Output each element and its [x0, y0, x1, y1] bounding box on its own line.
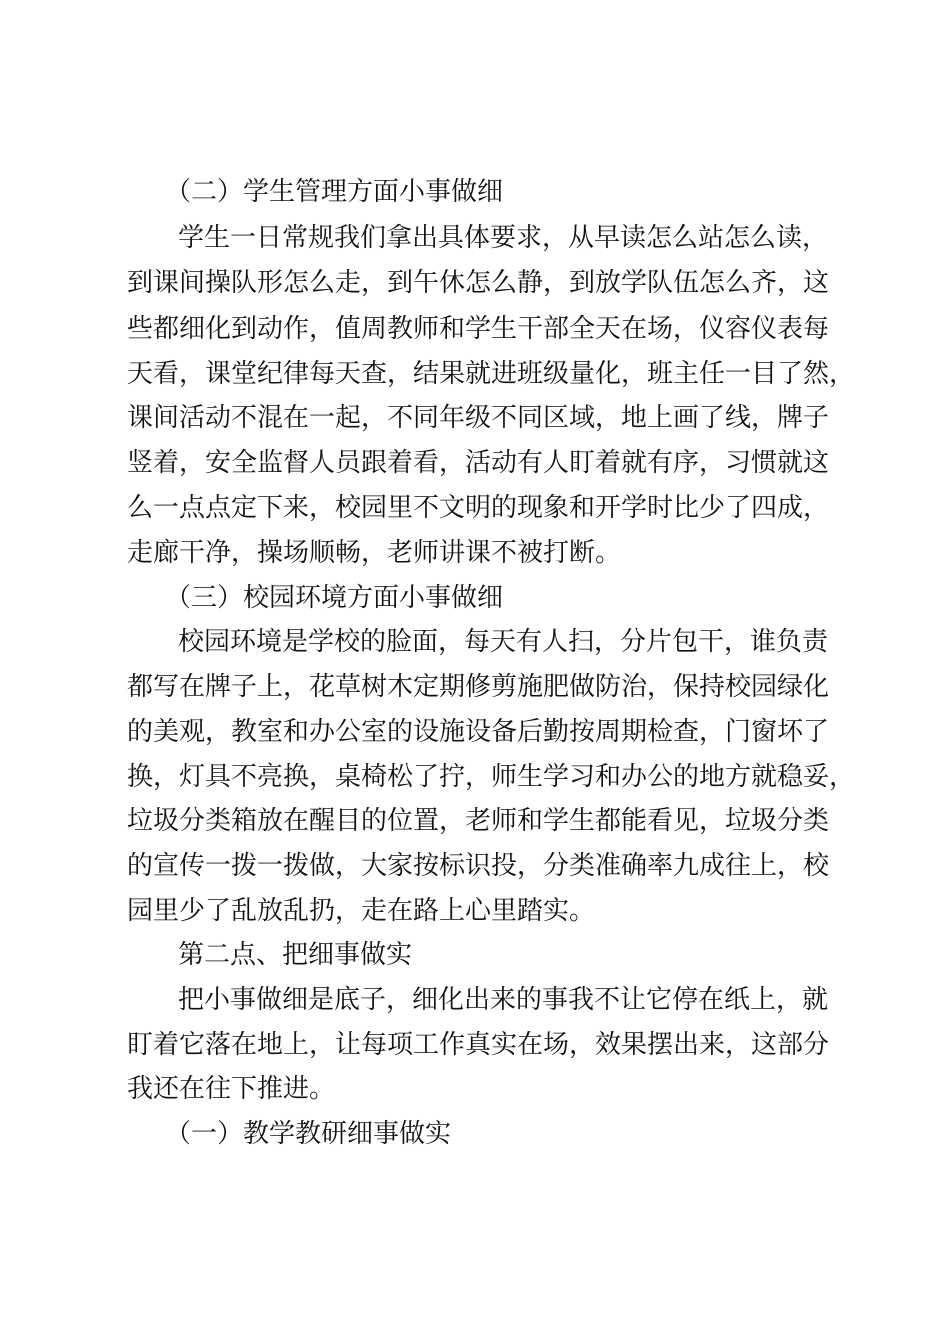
- line-text: 校园环境是学校的脸面，每天有人扫，分片包干，谁负责: [178, 627, 829, 657]
- line-text: 都写在牌子上，花草树木定期修剪施肥做防治，保持校园绿化: [127, 672, 830, 702]
- paragraph-line: [0, 667, 950, 707]
- paragraph-line: [0, 622, 950, 662]
- section-heading: [0, 172, 950, 212]
- paragraph-line: [0, 757, 950, 797]
- line-text: （二）学生管理方面小事做细: [165, 177, 504, 207]
- line-text: 把小事做细是底子，细化出来的事我不让它停在纸上，就: [178, 985, 829, 1015]
- line-text: 垃圾分类箱放在醒目的位置，老师和学生都能看见，垃圾分类: [127, 806, 830, 836]
- paragraph-line: [0, 1069, 950, 1109]
- paragraph-line: [0, 398, 950, 438]
- section-heading: [0, 1114, 950, 1154]
- paragraph-line: [0, 218, 950, 258]
- line-text: 天看，课堂纪律每天查，结果就进班级量化，班主任一目了然，: [127, 359, 856, 389]
- paragraph-line: [0, 443, 950, 483]
- paragraph-line: [0, 801, 950, 841]
- line-text: 学生一日常规我们拿出具体要求，从早读怎么站怎么读，: [178, 223, 829, 253]
- line-text: 换，灯具不亮换，桌椅松了拧，师生学习和办公的地方就稳妥，: [127, 762, 856, 792]
- line-text: 的美观，教室和办公室的设施设备后勤按周期检查，门窗坏了: [127, 717, 830, 747]
- paragraph-line: [0, 712, 950, 752]
- line-text: 课间活动不混在一起，不同年级不同区域，地上画了线，牌子: [127, 403, 830, 433]
- line-text: 园里少了乱放乱扔，走在路上心里踏实。: [127, 896, 596, 926]
- line-text: 我还在往下推进。: [127, 1074, 336, 1104]
- paragraph-line: [0, 533, 950, 573]
- line-text: 第二点、把细事做实: [178, 940, 413, 970]
- line-text: 到课间操队形怎么走，到午休怎么静，到放学队伍怎么齐，这: [127, 268, 830, 298]
- paragraph-line: [0, 846, 950, 886]
- paragraph-line: [0, 263, 950, 303]
- section-heading: [0, 578, 950, 618]
- paragraph-line: [0, 309, 950, 349]
- paragraph-line: [0, 891, 950, 931]
- line-text: （一）教学教研细事做实: [165, 1119, 452, 1149]
- line-text: 的宣传一拨一拨做，大家按标识投，分类准确率九成往上，校: [127, 851, 830, 881]
- paragraph-line: [0, 1025, 950, 1065]
- line-text: 走廊干净，操场顺畅，老师讲课不被打断。: [127, 538, 622, 568]
- line-text: 盯着它落在地上，让每项工作真实在场，效果摆出来，这部分: [127, 1030, 830, 1060]
- line-text: 么一点点定下来，校园里不文明的现象和开学时比少了四成，: [127, 493, 830, 523]
- paragraph-line: [0, 488, 950, 528]
- paragraph-line: [0, 980, 950, 1020]
- section-heading: [0, 935, 950, 975]
- paragraph-line: [0, 354, 950, 394]
- line-text: （三）校园环境方面小事做细: [165, 583, 504, 613]
- line-text: 些都细化到动作，值周教师和学生干部全天在场，仪容仪表每: [127, 314, 830, 344]
- line-text: 竖着，安全监督人员跟着看，活动有人盯着就有序，习惯就这: [127, 448, 830, 478]
